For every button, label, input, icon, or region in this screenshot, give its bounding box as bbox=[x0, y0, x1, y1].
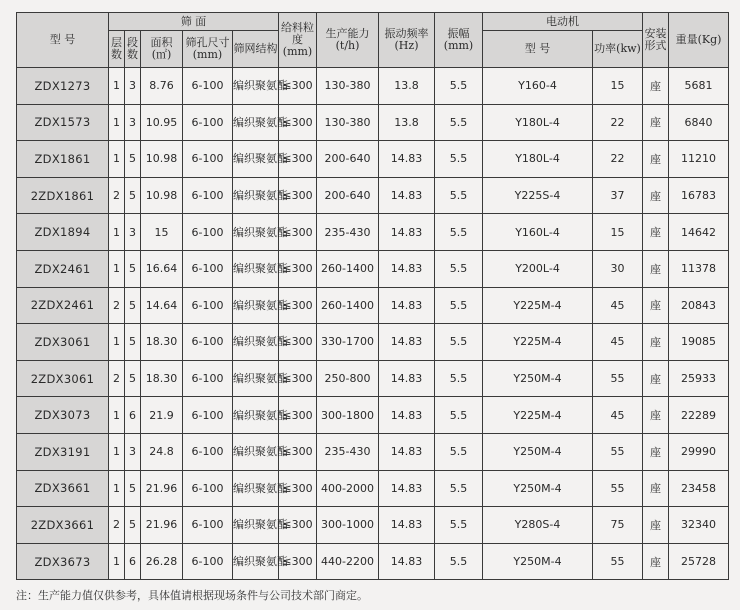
header-model: 型 号 bbox=[17, 13, 109, 68]
mesh-structure-cell: 编织聚氨酯 bbox=[233, 507, 279, 544]
feed-size-cell: ≤300 bbox=[279, 287, 317, 324]
install-cell: 座 bbox=[643, 68, 669, 105]
model-cell: ZDX3661 bbox=[17, 470, 109, 507]
sections-cell: 5 bbox=[125, 141, 141, 178]
table-row bbox=[17, 68, 729, 105]
header-mesh-structure: 筛网结构 bbox=[233, 31, 279, 68]
install-cell: 座 bbox=[643, 360, 669, 397]
weight-cell: 11378 bbox=[669, 250, 729, 287]
frequency-cell: 14.83 bbox=[379, 287, 435, 324]
weight-cell: 16783 bbox=[669, 177, 729, 214]
install-cell: 座 bbox=[643, 214, 669, 251]
power-cell: 45 bbox=[593, 287, 643, 324]
model-cell: ZDX1273 bbox=[17, 68, 109, 105]
install-cell: 座 bbox=[643, 324, 669, 361]
area-cell: 21.96 bbox=[141, 470, 183, 507]
frequency-cell: 14.83 bbox=[379, 324, 435, 361]
feed-size-cell: ≤300 bbox=[279, 324, 317, 361]
feed-size-cell: ≤300 bbox=[279, 250, 317, 287]
motor-model-cell: Y225S-4 bbox=[483, 177, 593, 214]
capacity-cell: 200-640 bbox=[317, 141, 379, 178]
power-cell: 15 bbox=[593, 214, 643, 251]
frequency-cell: 14.83 bbox=[379, 214, 435, 251]
mesh-structure-cell: 编织聚氨酯 bbox=[233, 397, 279, 434]
capacity-cell: 440-2200 bbox=[317, 543, 379, 580]
header-power: 功率(kw) bbox=[593, 31, 643, 68]
motor-model-cell: Y160-4 bbox=[483, 68, 593, 105]
frequency-cell: 14.83 bbox=[379, 141, 435, 178]
header-layers: 层数 bbox=[109, 31, 125, 68]
model-cell: ZDX2461 bbox=[17, 250, 109, 287]
capacity-cell: 130-380 bbox=[317, 68, 379, 105]
motor-model-cell: Y225M-4 bbox=[483, 287, 593, 324]
sections-cell: 5 bbox=[125, 287, 141, 324]
area-cell: 14.64 bbox=[141, 287, 183, 324]
sections-cell: 3 bbox=[125, 104, 141, 141]
hole-size-cell: 6-100 bbox=[183, 68, 233, 105]
mesh-structure-cell: 编织聚氨酯 bbox=[233, 287, 279, 324]
mesh-structure-cell: 编织聚氨酯 bbox=[233, 360, 279, 397]
frequency-cell: 14.83 bbox=[379, 507, 435, 544]
weight-cell: 25933 bbox=[669, 360, 729, 397]
power-cell: 45 bbox=[593, 324, 643, 361]
capacity-cell: 260-1400 bbox=[317, 287, 379, 324]
hole-size-cell: 6-100 bbox=[183, 250, 233, 287]
table-row bbox=[17, 360, 729, 397]
sections-cell: 3 bbox=[125, 68, 141, 105]
feed-size-cell: ≤300 bbox=[279, 360, 317, 397]
header-feed-size: 给料粒度(mm) bbox=[279, 13, 317, 68]
weight-cell: 22289 bbox=[669, 397, 729, 434]
frequency-cell: 13.8 bbox=[379, 104, 435, 141]
capacity-cell: 260-1400 bbox=[317, 250, 379, 287]
install-cell: 座 bbox=[643, 397, 669, 434]
header-motor-model: 型 号 bbox=[483, 31, 593, 68]
capacity-cell: 300-1000 bbox=[317, 507, 379, 544]
model-cell: ZDX3061 bbox=[17, 324, 109, 361]
header-vibration-frequency: 振动频率(Hz) bbox=[379, 13, 435, 68]
capacity-cell: 250-800 bbox=[317, 360, 379, 397]
header-sections: 段数 bbox=[125, 31, 141, 68]
layers-cell: 2 bbox=[109, 507, 125, 544]
power-cell: 55 bbox=[593, 433, 643, 470]
frequency-cell: 14.83 bbox=[379, 397, 435, 434]
header-motor: 电动机 bbox=[483, 13, 643, 31]
layers-cell: 1 bbox=[109, 214, 125, 251]
layers-cell: 1 bbox=[109, 543, 125, 580]
header-area: 面积(㎡) bbox=[141, 31, 183, 68]
sections-cell: 6 bbox=[125, 543, 141, 580]
hole-size-cell: 6-100 bbox=[183, 543, 233, 580]
header-weight: 重量(Kg) bbox=[669, 13, 729, 68]
motor-model-cell: Y250M-4 bbox=[483, 433, 593, 470]
area-cell: 21.9 bbox=[141, 397, 183, 434]
capacity-cell: 235-430 bbox=[317, 214, 379, 251]
mesh-structure-cell: 编织聚氨酯 bbox=[233, 104, 279, 141]
table-row bbox=[17, 177, 729, 214]
sections-cell: 5 bbox=[125, 360, 141, 397]
feed-size-cell: ≤300 bbox=[279, 470, 317, 507]
weight-cell: 29990 bbox=[669, 433, 729, 470]
power-cell: 22 bbox=[593, 141, 643, 178]
capacity-cell: 400-2000 bbox=[317, 470, 379, 507]
power-cell: 55 bbox=[593, 470, 643, 507]
area-cell: 18.30 bbox=[141, 324, 183, 361]
hole-size-cell: 6-100 bbox=[183, 397, 233, 434]
frequency-cell: 14.83 bbox=[379, 250, 435, 287]
amplitude-cell: 5.5 bbox=[435, 104, 483, 141]
footnote: 注：生产能力值仅供参考，具体值请根据现场条件与公司技术部门商定。 bbox=[16, 589, 368, 602]
amplitude-cell: 5.5 bbox=[435, 287, 483, 324]
table-row bbox=[17, 543, 729, 580]
amplitude-cell: 5.5 bbox=[435, 397, 483, 434]
install-cell: 座 bbox=[643, 104, 669, 141]
hole-size-cell: 6-100 bbox=[183, 360, 233, 397]
amplitude-cell: 5.5 bbox=[435, 470, 483, 507]
mesh-structure-cell: 编织聚氨酯 bbox=[233, 141, 279, 178]
install-cell: 座 bbox=[643, 250, 669, 287]
model-cell: ZDX1894 bbox=[17, 214, 109, 251]
motor-model-cell: Y280S-4 bbox=[483, 507, 593, 544]
sections-cell: 5 bbox=[125, 324, 141, 361]
motor-model-cell: Y225M-4 bbox=[483, 324, 593, 361]
frequency-cell: 14.83 bbox=[379, 177, 435, 214]
table-row bbox=[17, 104, 729, 141]
header-amplitude: 振幅(mm) bbox=[435, 13, 483, 68]
mesh-structure-cell: 编织聚氨酯 bbox=[233, 214, 279, 251]
install-cell: 座 bbox=[643, 287, 669, 324]
model-cell: ZDX3191 bbox=[17, 433, 109, 470]
area-cell: 10.98 bbox=[141, 177, 183, 214]
model-cell: 2ZDX3661 bbox=[17, 507, 109, 544]
capacity-cell: 200-640 bbox=[317, 177, 379, 214]
mesh-structure-cell: 编织聚氨酯 bbox=[233, 250, 279, 287]
hole-size-cell: 6-100 bbox=[183, 287, 233, 324]
amplitude-cell: 5.5 bbox=[435, 507, 483, 544]
mesh-structure-cell: 编织聚氨酯 bbox=[233, 543, 279, 580]
power-cell: 75 bbox=[593, 507, 643, 544]
header-hole-size: 筛孔尺寸(mm) bbox=[183, 31, 233, 68]
hole-size-cell: 6-100 bbox=[183, 324, 233, 361]
hole-size-cell: 6-100 bbox=[183, 214, 233, 251]
model-cell: ZDX3073 bbox=[17, 397, 109, 434]
weight-cell: 32340 bbox=[669, 507, 729, 544]
feed-size-cell: ≤300 bbox=[279, 397, 317, 434]
table-row bbox=[17, 141, 729, 178]
mesh-structure-cell: 编织聚氨酯 bbox=[233, 324, 279, 361]
hole-size-cell: 6-100 bbox=[183, 470, 233, 507]
area-cell: 16.64 bbox=[141, 250, 183, 287]
table-row bbox=[17, 470, 729, 507]
header-screen-surface: 筛 面 bbox=[109, 13, 279, 31]
power-cell: 55 bbox=[593, 543, 643, 580]
layers-cell: 1 bbox=[109, 104, 125, 141]
hole-size-cell: 6-100 bbox=[183, 507, 233, 544]
layers-cell: 1 bbox=[109, 470, 125, 507]
table-body bbox=[17, 68, 729, 580]
mesh-structure-cell: 编织聚氨酯 bbox=[233, 68, 279, 105]
mesh-structure-cell: 编织聚氨酯 bbox=[233, 177, 279, 214]
frequency-cell: 14.83 bbox=[379, 543, 435, 580]
table-row bbox=[17, 287, 729, 324]
table-row bbox=[17, 397, 729, 434]
capacity-cell: 235-430 bbox=[317, 433, 379, 470]
feed-size-cell: ≤300 bbox=[279, 177, 317, 214]
motor-model-cell: Y250M-4 bbox=[483, 470, 593, 507]
area-cell: 21.96 bbox=[141, 507, 183, 544]
layers-cell: 2 bbox=[109, 287, 125, 324]
power-cell: 55 bbox=[593, 360, 643, 397]
motor-model-cell: Y250M-4 bbox=[483, 543, 593, 580]
layers-cell: 1 bbox=[109, 433, 125, 470]
amplitude-cell: 5.5 bbox=[435, 68, 483, 105]
weight-cell: 23458 bbox=[669, 470, 729, 507]
motor-model-cell: Y250M-4 bbox=[483, 360, 593, 397]
table-header bbox=[17, 13, 729, 68]
mesh-structure-cell: 编织聚氨酯 bbox=[233, 470, 279, 507]
motor-model-cell: Y225M-4 bbox=[483, 397, 593, 434]
motor-model-cell: Y160L-4 bbox=[483, 214, 593, 251]
sections-cell: 5 bbox=[125, 470, 141, 507]
hole-size-cell: 6-100 bbox=[183, 433, 233, 470]
layers-cell: 1 bbox=[109, 324, 125, 361]
weight-cell: 14642 bbox=[669, 214, 729, 251]
capacity-cell: 330-1700 bbox=[317, 324, 379, 361]
table-row bbox=[17, 433, 729, 470]
weight-cell: 25728 bbox=[669, 543, 729, 580]
hole-size-cell: 6-100 bbox=[183, 104, 233, 141]
feed-size-cell: ≤300 bbox=[279, 214, 317, 251]
frequency-cell: 14.83 bbox=[379, 470, 435, 507]
install-cell: 座 bbox=[643, 177, 669, 214]
hole-size-cell: 6-100 bbox=[183, 177, 233, 214]
area-cell: 26.28 bbox=[141, 543, 183, 580]
amplitude-cell: 5.5 bbox=[435, 543, 483, 580]
area-cell: 15 bbox=[141, 214, 183, 251]
install-cell: 座 bbox=[643, 470, 669, 507]
weight-cell: 20843 bbox=[669, 287, 729, 324]
motor-model-cell: Y180L-4 bbox=[483, 104, 593, 141]
motor-model-cell: Y200L-4 bbox=[483, 250, 593, 287]
amplitude-cell: 5.5 bbox=[435, 250, 483, 287]
power-cell: 15 bbox=[593, 68, 643, 105]
amplitude-cell: 5.5 bbox=[435, 177, 483, 214]
area-cell: 10.98 bbox=[141, 141, 183, 178]
weight-cell: 19085 bbox=[669, 324, 729, 361]
install-cell: 座 bbox=[643, 433, 669, 470]
capacity-cell: 300-1800 bbox=[317, 397, 379, 434]
layers-cell: 2 bbox=[109, 177, 125, 214]
layers-cell: 1 bbox=[109, 141, 125, 178]
specification-table bbox=[16, 12, 729, 580]
table-row bbox=[17, 250, 729, 287]
frequency-cell: 14.83 bbox=[379, 433, 435, 470]
table-row bbox=[17, 214, 729, 251]
header-capacity: 生产能力(t/h) bbox=[317, 13, 379, 68]
amplitude-cell: 5.5 bbox=[435, 360, 483, 397]
weight-cell: 5681 bbox=[669, 68, 729, 105]
amplitude-cell: 5.5 bbox=[435, 141, 483, 178]
model-cell: 2ZDX3061 bbox=[17, 360, 109, 397]
power-cell: 37 bbox=[593, 177, 643, 214]
power-cell: 22 bbox=[593, 104, 643, 141]
model-cell: ZDX1861 bbox=[17, 141, 109, 178]
layers-cell: 1 bbox=[109, 250, 125, 287]
table-row bbox=[17, 507, 729, 544]
feed-size-cell: ≤300 bbox=[279, 104, 317, 141]
feed-size-cell: ≤300 bbox=[279, 433, 317, 470]
feed-size-cell: ≤300 bbox=[279, 543, 317, 580]
feed-size-cell: ≤300 bbox=[279, 507, 317, 544]
frequency-cell: 13.8 bbox=[379, 68, 435, 105]
area-cell: 8.76 bbox=[141, 68, 183, 105]
model-cell: 2ZDX2461 bbox=[17, 287, 109, 324]
amplitude-cell: 5.5 bbox=[435, 324, 483, 361]
sections-cell: 6 bbox=[125, 397, 141, 434]
layers-cell: 1 bbox=[109, 68, 125, 105]
area-cell: 10.95 bbox=[141, 104, 183, 141]
mesh-structure-cell: 编织聚氨酯 bbox=[233, 433, 279, 470]
power-cell: 30 bbox=[593, 250, 643, 287]
model-cell: ZDX1573 bbox=[17, 104, 109, 141]
feed-size-cell: ≤300 bbox=[279, 141, 317, 178]
install-cell: 座 bbox=[643, 543, 669, 580]
weight-cell: 6840 bbox=[669, 104, 729, 141]
layers-cell: 1 bbox=[109, 397, 125, 434]
sections-cell: 5 bbox=[125, 177, 141, 214]
amplitude-cell: 5.5 bbox=[435, 433, 483, 470]
power-cell: 45 bbox=[593, 397, 643, 434]
frequency-cell: 14.83 bbox=[379, 360, 435, 397]
feed-size-cell: ≤300 bbox=[279, 68, 317, 105]
sections-cell: 3 bbox=[125, 433, 141, 470]
area-cell: 24.8 bbox=[141, 433, 183, 470]
capacity-cell: 130-380 bbox=[317, 104, 379, 141]
install-cell: 座 bbox=[643, 141, 669, 178]
model-cell: ZDX3673 bbox=[17, 543, 109, 580]
install-cell: 座 bbox=[643, 507, 669, 544]
sections-cell: 5 bbox=[125, 507, 141, 544]
sections-cell: 3 bbox=[125, 214, 141, 251]
weight-cell: 11210 bbox=[669, 141, 729, 178]
sections-cell: 5 bbox=[125, 250, 141, 287]
area-cell: 18.30 bbox=[141, 360, 183, 397]
header-install: 安装形式 bbox=[643, 13, 669, 68]
amplitude-cell: 5.5 bbox=[435, 214, 483, 251]
motor-model-cell: Y180L-4 bbox=[483, 141, 593, 178]
hole-size-cell: 6-100 bbox=[183, 141, 233, 178]
layers-cell: 2 bbox=[109, 360, 125, 397]
model-cell: 2ZDX1861 bbox=[17, 177, 109, 214]
table-row bbox=[17, 324, 729, 361]
